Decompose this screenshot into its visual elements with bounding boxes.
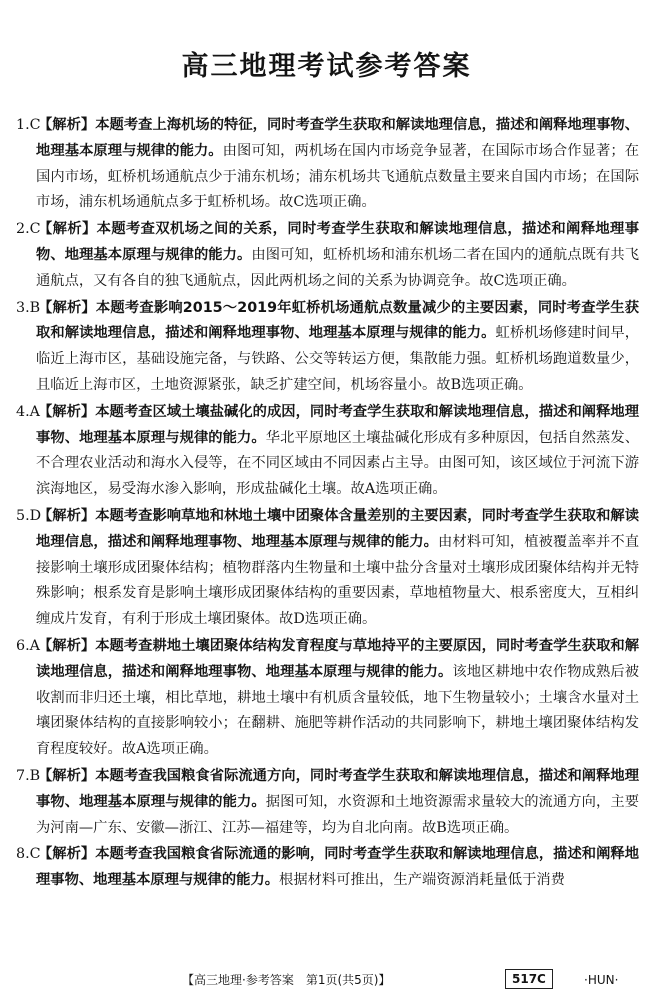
answer-item: [16, 113, 639, 216]
analysis-tag: 【解析】: [38, 507, 96, 524]
answer-list: [16, 113, 639, 895]
answer-body: 根据材料可推出，生产端资源消耗量低于消费: [279, 872, 565, 889]
answer-item: [16, 504, 639, 633]
answer-body: 由图可知，两机场在国内市场竞争显著，在国际市场合作显著；在国内市场，虹桥机场通航点少于浦东机场；浦东机场共飞通航点数量主要来自国内市场；在国际市场，浦东机场通航点多于虹桥机场。故C选项正确。: [36, 142, 640, 211]
paper-code-badge: 517C: [505, 969, 553, 989]
answer-item: [16, 296, 639, 399]
answer-item: [16, 764, 639, 841]
answer-lead: 本题考查影响2015～2019年虹桥机场通航点数量减少的主要因素，同时考查学生获取和解读地理信息，描述和阐释地理事物、地理基本原理与规律的能力。: [36, 299, 639, 342]
analysis-tag: 【解析】: [38, 637, 96, 654]
answer-body: 由材料可知，植被覆盖率并不直接影响土壤形成团聚体结构；植物群落内生物量和土壤中盐分含量对土壤形成团聚体结构并无特殊影响；根系发育是影响土壤形成团聚体结构的重要因素，草地植物量大、根系密度大，互相纠缠成片发育，有利于形成土壤团聚体。故D选项正确。: [36, 533, 640, 628]
answer-lead: 本题考查上海机场的特征，同时考查学生获取和解读地理信息，描述和阐释地理事物、地理基本原理与规律的能力。: [36, 117, 640, 159]
answer-body: 由图可知，虹桥机场和浦东机场二者在国内的通航点既有共飞通航点，又有各自的独飞通航点，因此两机场之间的关系为协调竞争。故C选项正确。: [36, 246, 640, 289]
answer-number: 4.A: [16, 403, 40, 420]
answer-number: 8.C: [16, 846, 41, 863]
analysis-tag: 【解析】: [38, 846, 96, 863]
answer-lead: 本题考查我国粮食省际流通的影响，同时考查学生获取和解读地理信息，描述和阐释地理事物、地理基本原理与规律的能力。: [36, 846, 640, 889]
answer-body: 虹桥机场修建时间早，临近上海市区，基础设施完备，与铁路、公交等转运方便，集散能力强。虹桥机场跑道数量少，且临近上海市区，土地资源紧张，缺乏扩建空间，机场容量小。故B选项正确。: [36, 325, 640, 393]
answer-lead: 本题考查影响草地和林地土壤中团聚体含量差别的主要因素，同时考查学生获取和解读地理信息，描述和阐释地理事物、地理基本原理与规律的能力。: [36, 507, 640, 550]
answer-lead: 本题考查双机场之间的关系，同时考查学生获取和解读地理信息，描述和阐释地理事物、地理基本原理与规律的能力。: [36, 221, 639, 263]
analysis-tag: 【解析】: [38, 299, 96, 316]
answer-body: 据图可知，水资源和土地资源需求量较大的流通方向，主要为河南—广东、安徽—浙江、江苏—福建等，均为自北向南。故B选项正确。: [36, 793, 640, 836]
answer-body: 华北平原地区土壤盐碱化形成有多种原因，包括自然蒸发、不合理农业活动和海水入侵等，在不同区域由不同因素占主导。由图可知，该区域位于河流下游滨海地区，易受海水渗入影响，形成盐碱化土壤。故A选项正确。: [36, 429, 640, 498]
answer-number: 7.B: [16, 767, 41, 784]
footer-page-info: 【高三地理·参考答案 第1页(共5页)】: [182, 973, 391, 987]
answer-number: 3.B: [16, 299, 41, 316]
analysis-tag: 【解析】: [38, 403, 96, 420]
answer-number: 5.D: [16, 507, 42, 524]
answer-lead: 本题考查我国粮食省际流通方向，同时考查学生获取和解读地理信息，描述和阐释地理事物、地理基本原理与规律的能力。: [36, 767, 640, 810]
answer-number: 1.C: [16, 117, 41, 133]
analysis-tag: 【解析】: [38, 221, 97, 238]
answer-number: 6.A: [16, 637, 40, 654]
answer-item: [16, 634, 639, 763]
answer-number: 2.C: [16, 221, 41, 238]
analysis-tag: 【解析】: [38, 117, 96, 133]
analysis-tag: 【解析】: [38, 767, 96, 784]
answer-item: [16, 400, 639, 503]
page-title: 高三地理考试参考答案: [181, 51, 472, 82]
region-mark: ·HUN·: [584, 973, 619, 987]
answer-lead: 本题考查区域土壤盐碱化的成因，同时考查学生获取和解读地理信息，描述和阐释地理事物、地理基本原理与规律的能力。: [36, 403, 640, 446]
answer-item: [16, 217, 639, 294]
answer-lead: 本题考查耕地土壤团聚体结构发育程度与草地持平的主要原因，同时考查学生获取和解读地理信息，描述和阐释地理事物、地理基本原理与规律的能力。: [36, 637, 640, 680]
answer-body: 该地区耕地中农作物成熟后被收割而非归还土壤，相比草地，耕地土壤中有机质含量较低，地下生物量较小；土壤含水量对土壤团聚体结构的直接影响较小；在翻耕、施肥等耕作活动的共同影响下，耕地土壤团聚体结构发育程度较好。故A选项正确。: [36, 663, 640, 758]
answer-item: [16, 842, 639, 894]
